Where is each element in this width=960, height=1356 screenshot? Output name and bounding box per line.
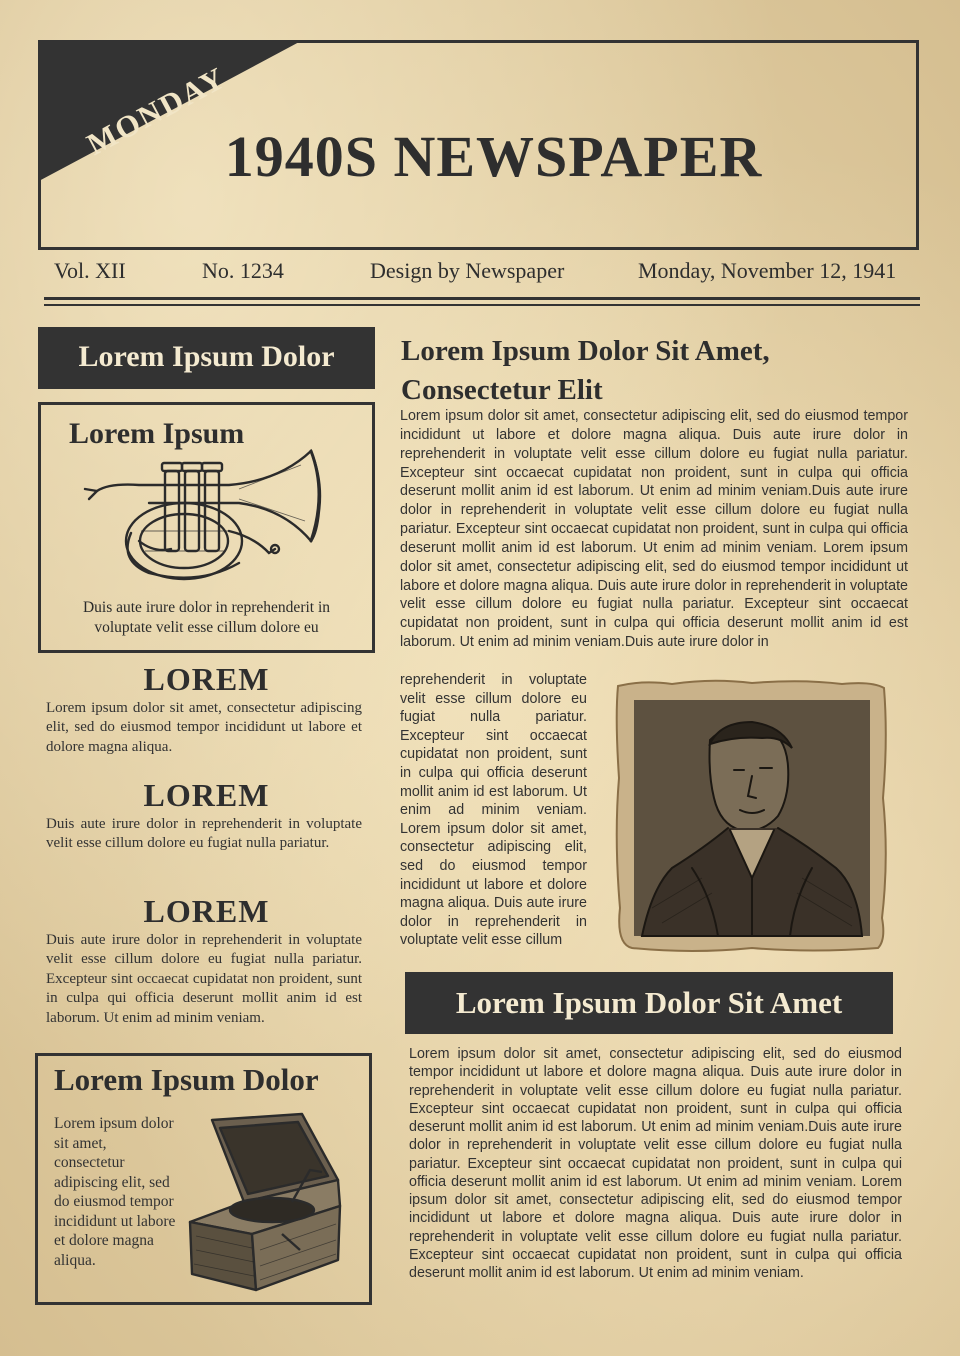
feature-box-text: Lorem ipsum dolor sit amet, consectetur adipiscing elit, sed do eiusmod tempor incididunt ut labore et dolore magna aliqua.: [54, 1115, 176, 1269]
feature-box-title: Lorem Ipsum Dolor: [54, 1062, 319, 1097]
section-heading-1: LOREM: [143, 661, 270, 697]
section-text-1: Lorem ipsum dolor sit amet, consectetur adipiscing elit, sed do eiusmod tempor incididunt ut labore et dolore magna aliqua.: [46, 700, 362, 755]
portrait-icon: [612, 678, 889, 953]
section-heading-2: LOREM: [143, 777, 270, 813]
right-section-banner: Lorem Ipsum Dolor Sit Amet: [405, 972, 893, 1034]
newspaper-title: 1940S NEWSPAPER: [224, 124, 763, 189]
feature-box-trumpet: [38, 402, 375, 653]
section-text-3: Duis aute irure dolor in reprehenderit in voluptate velit esse cillum dolore eu fugiat nulla pariatur. Excepteur sint occaecat cupidatat non proident, sunt in culpa qui officia deserunt mollit anim id est laborum. Ut enim ad minim veniam.: [46, 932, 362, 1026]
header-rule-thin: [44, 304, 920, 306]
section-heading-3: LOREM: [143, 893, 270, 929]
gramophone-icon: [182, 1110, 352, 1296]
feature-box-gramophone: [35, 1053, 372, 1305]
issue-date: Monday, November 12, 1941: [638, 258, 897, 283]
day-ribbon-label: MONDAY: [81, 59, 232, 162]
feature-box-caption: Duis aute irure dolor in reprehenderit in voluptate velit esse cillum dolore eu: [82, 599, 331, 636]
volume-label: Vol. XII: [54, 258, 126, 283]
left-section-banner: Lorem Ipsum Dolor: [38, 327, 375, 389]
header-rule-thick: [44, 297, 920, 300]
masthead: [38, 40, 919, 250]
article-paragraph-2: reprehenderit in voluptate velit esse cillum dolore eu fugiat nulla pariatur. Excepteur sint occaecat cupidatat non proident, sunt in culpa qui officia deserunt mollit anim id est laborum. Ut enim ad minim veniam. Lorem ipsum dolor sit amet, consectetur adipiscing elit, sed do eiusmod tempor incididunt ut labore et dolore magna aliqua. Duis aute irure dolor in reprehenderit in voluptate velit esse cillum: [400, 672, 587, 949]
main-headline: Lorem Ipsum Dolor Sit Amet, Consectetur Elit: [401, 335, 770, 406]
feature-box-title: Lorem Ipsum: [69, 417, 245, 450]
article-paragraph-1: Lorem ipsum dolor sit amet, consectetur adipiscing elit, sed do eiusmod tempor incididunt ut labore et dolore magna aliqua. Duis aute irure dolor in reprehenderit in voluptate velit esse cillum dolore eu fugiat nulla pariatur. Excepteur sint occaecat cupidatat non proident, sunt in culpa qui officia deserunt mollit anim id est laborum. Ut enim ad minim veniam.Duis aute irure dolor in reprehenderit in voluptate velit esse cillum dolore eu fugiat nulla pariatur. Excepteur sint occaecat cupidatat non proident, sunt in culpa qui officia deserunt mollit anim id est laborum. Ut enim ad minim veniam. Lorem ipsum dolor sit amet, consectetur adipiscing elit, sed do eiusmod tempor incididunt ut labore et dolore magna aliqua. Duis aute irure dolor in reprehenderit in voluptate velit esse cillum dolore eu fugiat nulla pariatur. Excepteur sint occaecat cupidatat non proident, sunt in culpa qui officia deserunt mollit anim id est laborum. Ut enim ad minim veniam.Duis aute irure dolor in: [400, 408, 908, 651]
trumpet-icon: [79, 441, 329, 586]
section-text-2: Duis aute irure dolor in reprehenderit in voluptate velit esse cillum dolore eu fugiat nulla pariatur.: [46, 816, 362, 852]
issue-number: No. 1234: [202, 258, 284, 283]
design-credit: Design by Newspaper: [370, 258, 565, 283]
issue-info-bar: [54, 258, 904, 290]
article-paragraph-3: Lorem ipsum dolor sit amet, consectetur adipiscing elit, sed do eiusmod tempor incididunt ut labore et dolore magna aliqua. Duis aute irure dolor in reprehenderit in voluptate velit esse cillum dolore eu fugiat nulla pariatur. Excepteur sint occaecat cupidatat non proident, sunt in culpa qui officia deserunt mollit anim id est laborum. Ut enim ad minim veniam.Duis aute irure dolor in reprehenderit in voluptate velit esse cillum dolore eu fugiat nulla pariatur. Excepteur sint occaecat cupidatat non proident, sunt in culpa qui officia deserunt mollit anim id est laborum. Ut enim ad minim veniam. Lorem ipsum dolor sit amet, consectetur adipiscing elit, sed do eiusmod tempor incididunt ut labore et dolore magna aliqua. Duis aute irure dolor in reprehenderit in voluptate velit esse cillum dolore eu fugiat nulla pariatur. Excepteur sint occaecat cupidatat non proident, sunt in culpa qui officia deserunt mollit anim id est laborum. Ut enim ad minim veniam.: [409, 1046, 902, 1281]
